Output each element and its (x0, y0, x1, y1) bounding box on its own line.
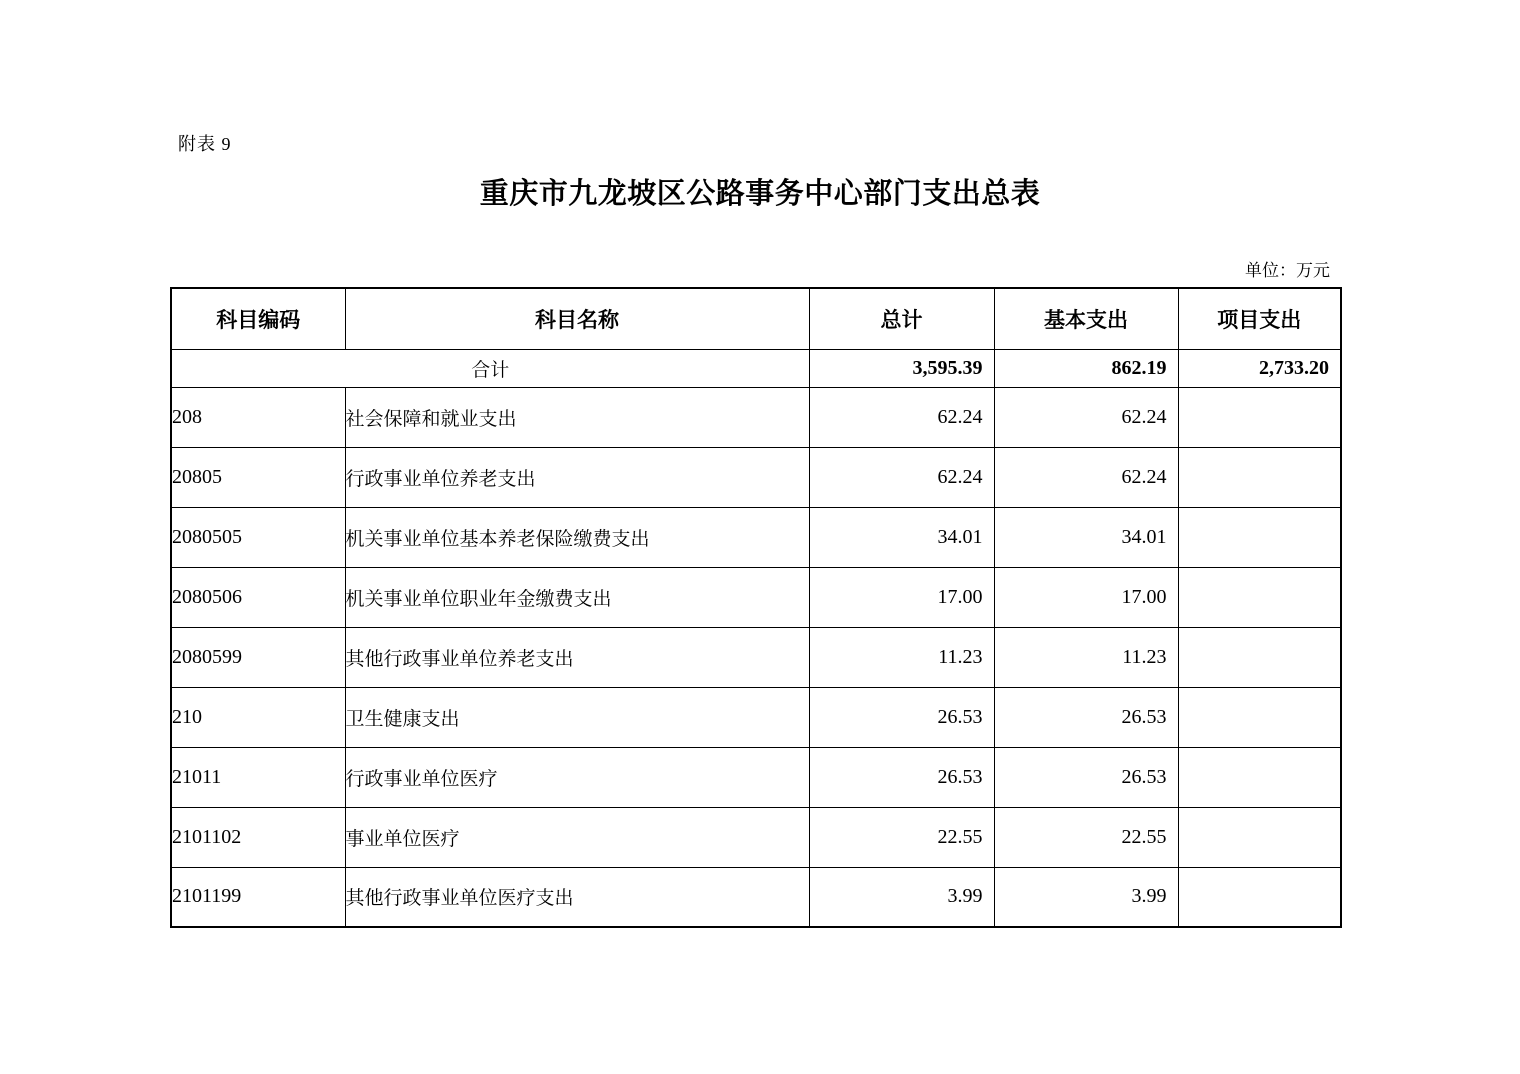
project-cell (1178, 507, 1341, 567)
table-row (171, 627, 1341, 687)
total-cell: 34.01 (809, 507, 994, 567)
code-cell: 2080506 (171, 567, 345, 627)
page-title: 重庆市九龙坡区公路事务中心部门支出总表 (479, 178, 1041, 210)
table-row (171, 447, 1341, 507)
total-basic-cell: 862.19 (994, 349, 1178, 387)
project-cell (1178, 807, 1341, 867)
name-cell: 行政事业单位养老支出 (345, 447, 809, 507)
basic-cell: 22.55 (994, 807, 1178, 867)
code-cell: 20805 (171, 447, 345, 507)
total-cell: 22.55 (809, 807, 994, 867)
column-header-project: 项目支出 (1178, 288, 1341, 349)
total-cell: 26.53 (809, 687, 994, 747)
table-row (171, 387, 1341, 447)
table-row (171, 507, 1341, 567)
project-cell (1178, 567, 1341, 627)
basic-cell: 17.00 (994, 567, 1178, 627)
name-cell: 其他行政事业单位养老支出 (345, 627, 809, 687)
table-row (171, 807, 1341, 867)
name-cell: 机关事业单位职业年金缴费支出 (345, 567, 809, 627)
total-cell: 62.24 (809, 387, 994, 447)
total-cell: 11.23 (809, 627, 994, 687)
code-cell: 2101102 (171, 807, 345, 867)
name-cell: 事业单位医疗 (345, 807, 809, 867)
attachment-label: 附表 9 (178, 134, 232, 154)
column-header-total: 总计 (809, 288, 994, 349)
total-cell: 26.53 (809, 747, 994, 807)
project-cell (1178, 867, 1341, 927)
code-cell: 2080599 (171, 627, 345, 687)
total-sum-cell: 3,595.39 (809, 349, 994, 387)
table-row (171, 687, 1341, 747)
basic-cell: 11.23 (994, 627, 1178, 687)
column-header-basic: 基本支出 (994, 288, 1178, 349)
total-row (171, 349, 1341, 387)
name-cell: 行政事业单位医疗 (345, 747, 809, 807)
project-cell (1178, 627, 1341, 687)
basic-cell: 62.24 (994, 447, 1178, 507)
table-row (171, 867, 1341, 927)
code-cell: 21011 (171, 747, 345, 807)
header-row (171, 288, 1341, 349)
table-row (171, 747, 1341, 807)
total-cell: 62.24 (809, 447, 994, 507)
basic-cell: 26.53 (994, 687, 1178, 747)
total-cell: 3.99 (809, 867, 994, 927)
basic-cell: 26.53 (994, 747, 1178, 807)
project-cell (1178, 447, 1341, 507)
unit-label: 单位：万元 (1245, 261, 1330, 280)
code-cell: 208 (171, 387, 345, 447)
name-cell: 其他行政事业单位医疗支出 (345, 867, 809, 927)
code-cell: 2101199 (171, 867, 345, 927)
code-cell: 210 (171, 687, 345, 747)
project-cell (1178, 687, 1341, 747)
name-cell: 卫生健康支出 (345, 687, 809, 747)
column-header-code: 科目编码 (171, 288, 345, 349)
total-cell: 17.00 (809, 567, 994, 627)
basic-cell: 3.99 (994, 867, 1178, 927)
project-cell (1178, 387, 1341, 447)
total-label-cell: 合计 (171, 349, 809, 387)
basic-cell: 62.24 (994, 387, 1178, 447)
basic-cell: 34.01 (994, 507, 1178, 567)
column-header-name: 科目名称 (345, 288, 809, 349)
code-cell: 2080505 (171, 507, 345, 567)
expenditure-table (170, 287, 1342, 928)
total-project-cell: 2,733.20 (1178, 349, 1341, 387)
name-cell: 机关事业单位基本养老保险缴费支出 (345, 507, 809, 567)
table-row (171, 567, 1341, 627)
project-cell (1178, 747, 1341, 807)
name-cell: 社会保障和就业支出 (345, 387, 809, 447)
